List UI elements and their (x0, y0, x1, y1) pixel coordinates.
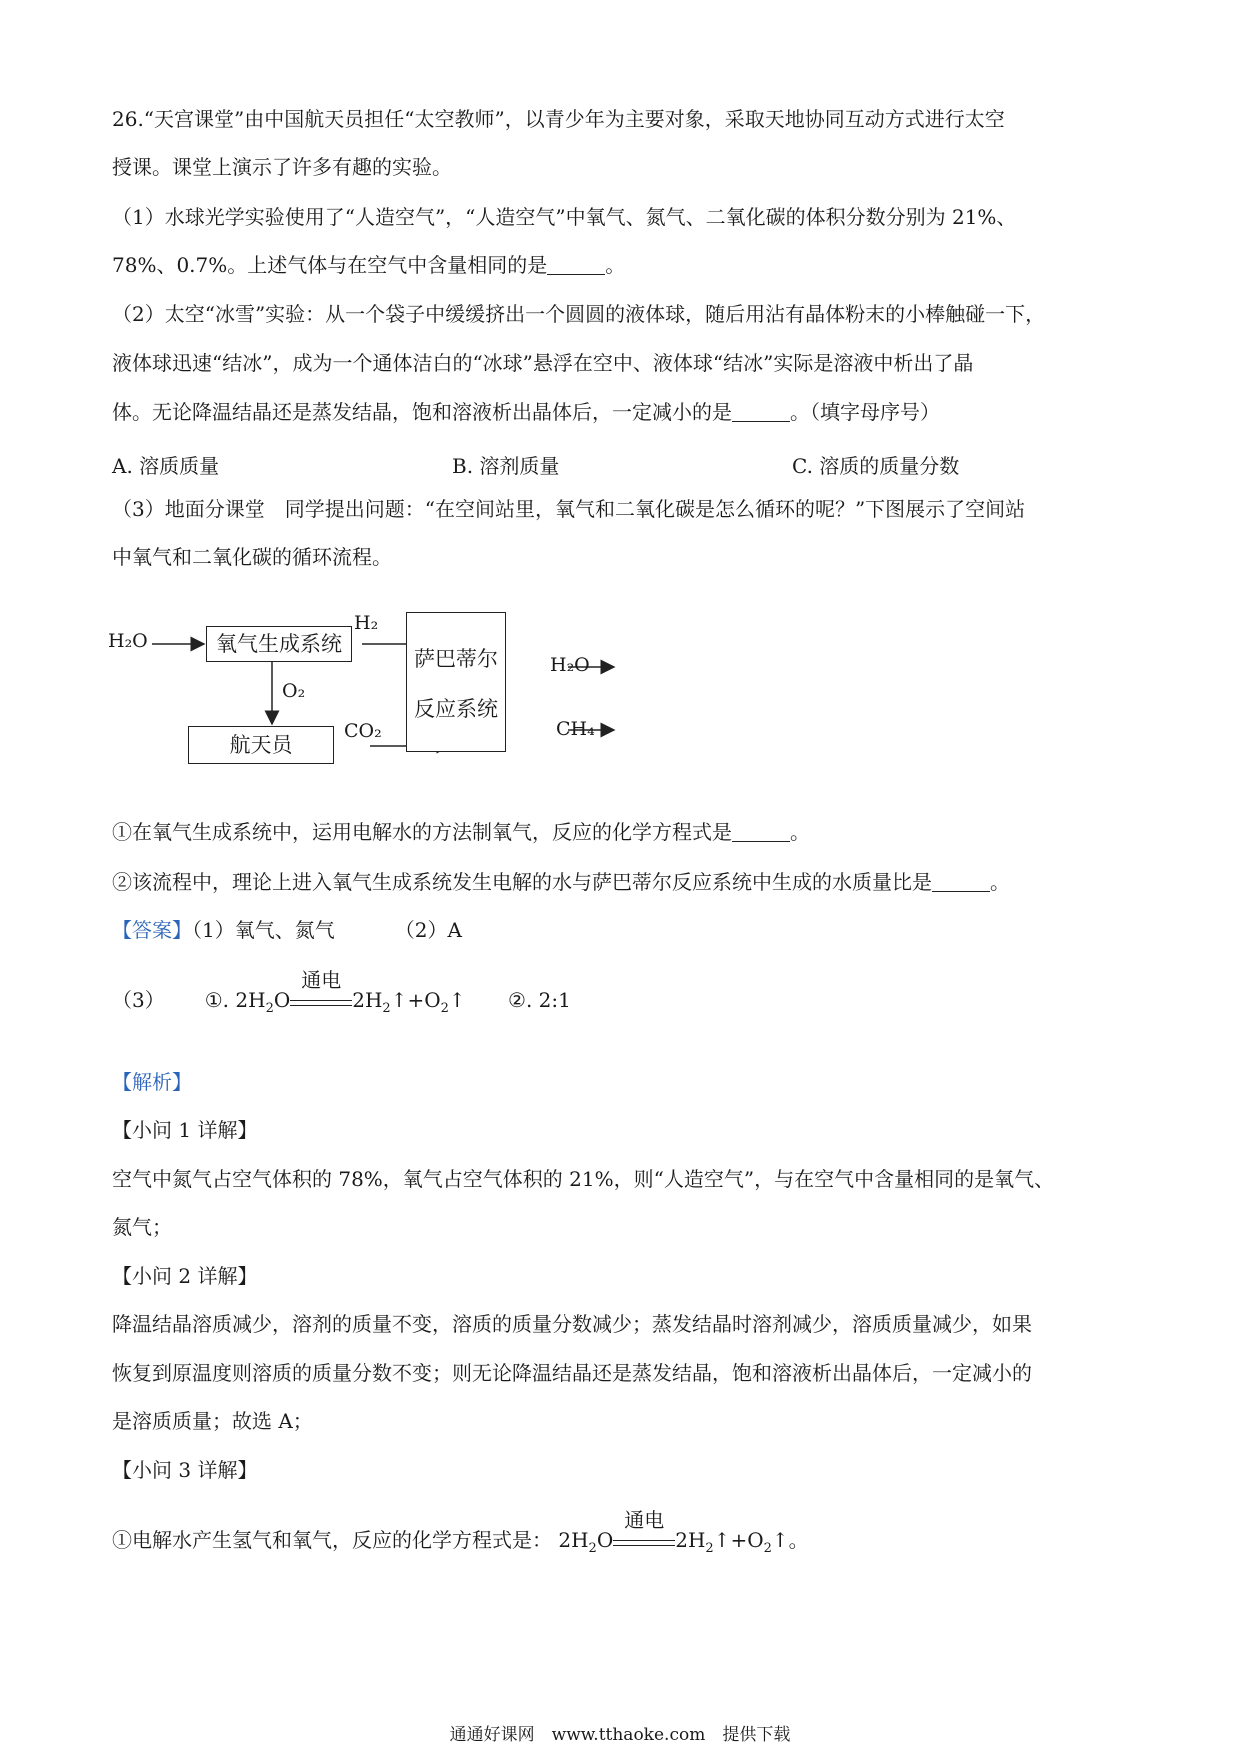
answer-line-3 (112, 967, 1132, 1029)
detail-heading-3: 【小问 3 详解】 (112, 1458, 258, 1482)
question-2-line-1: （2）太空“冰雪”实验：从一个袋子中缓缓挤出一个圆圆的液体球，随后用沾有晶体粉末的小棒触碰一下， (112, 302, 1046, 326)
q2-end: 。（填字母序号） (790, 400, 940, 424)
analysis-2-line-1: 降温结晶溶质减少，溶剂的质量不变，溶质的质量分数减少；蒸发结晶时溶剂减少，溶质质量减少，如果 (112, 1312, 1032, 1336)
sub2-end: 。 (990, 870, 1010, 894)
analysis-1-line-2: 氮气； (112, 1215, 172, 1239)
question-intro-line-1: 26.“天宫课堂”由中国航天员担任“太空教师”，以青少年为主要对象，采取天地协同互动方式进行太空 (112, 107, 1005, 131)
question-2-line-2: 液体球迅速“结冰”，成为一个通体洁白的“冰球”悬浮在空中、液体球“结冰”实际是溶液中析出了晶 (112, 351, 974, 375)
question-1-line-1: （1）水球光学实验使用了“人造空气”，“人造空气”中氧气、氮气、二氧化碳的体积分数分别为 21%、 (112, 205, 1017, 229)
answer-1: （1）氧气、氮气 (192, 918, 335, 942)
analysis-3-line-1: ①电解水产生氢气和氧气，反应的化学方程式是： $2H_2O$ 通电 $2H_2↑+O_2↑$。 (112, 1520, 1132, 1569)
label-h2o-out: H₂O (550, 654, 590, 676)
question-intro-line-2: 授课。课堂上演示了许多有趣的实验。 (112, 155, 452, 179)
sub-question-1 (112, 808, 1132, 856)
sub1-end: 。 (790, 820, 810, 844)
equation: $2H_2O$ 通电 $2H_2↑+O_2↑$ (558, 1528, 788, 1552)
analysis-3-text: ①电解水产生氢气和氧气，反应的化学方程式是： (112, 1528, 552, 1552)
equation-condition: 通电 (301, 967, 342, 992)
answer-2: （2）A (394, 918, 462, 942)
answer-3-label: （3） (112, 988, 165, 1012)
diagram-arrows (112, 612, 672, 792)
astronaut-box: 航天员 (188, 726, 334, 764)
sabatier-reaction-system-box (406, 612, 506, 752)
equation: $2H_2O$ 通电 $2H_2↑+O_2↑$ (235, 988, 472, 1012)
answer-line-1 (112, 906, 1132, 954)
oxygen-generation-system-box: 氧气生成系统 (206, 626, 352, 662)
analysis-2-line-2: 恢复到原温度则溶质的质量分数不变；则无论降温结晶还是蒸发结晶，饱和溶液析出晶体后，一定减小的 (112, 1361, 1032, 1385)
sub1-text: ①在氧气生成系统中，运用电解水的方法制氧气，反应的化学方程式是 (112, 820, 732, 844)
question-3-line-1: （3）地面分课堂 同学提出问题：“在空间站里，氧气和二氧化碳是怎么循环的呢？”下图展示了空间站 (112, 497, 1026, 521)
answer-blank (732, 821, 790, 842)
sabatier-line-1: 萨巴蒂尔 (414, 647, 498, 671)
answer-blank (547, 254, 605, 275)
option-a: A. 溶质质量 (112, 454, 220, 478)
q1-text: 78%、0.7%。上述气体与在空气中含量相同的是 (112, 253, 548, 277)
q2-text: 体。无论降温结晶还是蒸发结晶，饱和溶液析出晶体后，一定减小的是 (112, 400, 732, 424)
answer-3-part1: ①. (204, 988, 230, 1012)
answer-blank (732, 401, 790, 422)
label-ch4-out: CH₄ (556, 718, 595, 740)
cycle-flow-diagram (108, 612, 672, 792)
question-2-line-3 (112, 388, 1132, 436)
answer-blank (932, 871, 990, 892)
detail-heading-1: 【小问 1 详解】 (112, 1118, 258, 1142)
analysis-1-line-1: 空气中氮气占空气体积的 78%，氧气占空气体积的 21%，则“人造空气”，与在空气中含量相同的是氧气、 (112, 1167, 1055, 1191)
equation-condition: 通电 (624, 1507, 665, 1532)
label-h2o-in: H₂O (108, 630, 148, 652)
sub2-text: ②该流程中，理论上进入氧气生成系统发生电解的水与萨巴蒂尔反应系统中生成的水质量比是 (112, 870, 932, 894)
sabatier-line-2: 反应系统 (414, 697, 498, 721)
page-footer: 通通好课网 www.tthaoke.com 提供下载 (449, 1725, 791, 1745)
answer-3-part2: ②. 2:1 (508, 988, 571, 1012)
option-c: C. 溶质的质量分数 (792, 454, 960, 478)
analysis-tag: 【解析】 (112, 1070, 192, 1094)
question-1-line-2 (112, 241, 1132, 289)
q1-end: 。 (605, 253, 626, 277)
detail-heading-2: 【小问 2 详解】 (112, 1264, 258, 1288)
label-h2: H₂ (354, 612, 379, 634)
sub-question-2 (112, 858, 1132, 906)
label-o2: O₂ (282, 680, 306, 702)
analysis-2-line-3: 是溶质质量；故选 A； (112, 1409, 313, 1433)
label-co2: CO₂ (344, 720, 382, 742)
answer-tag: 【答案】 (112, 918, 192, 942)
question-3-line-2: 中氧气和二氧化碳的循环流程。 (112, 545, 392, 569)
option-b: B. 溶剂质量 (452, 454, 560, 478)
